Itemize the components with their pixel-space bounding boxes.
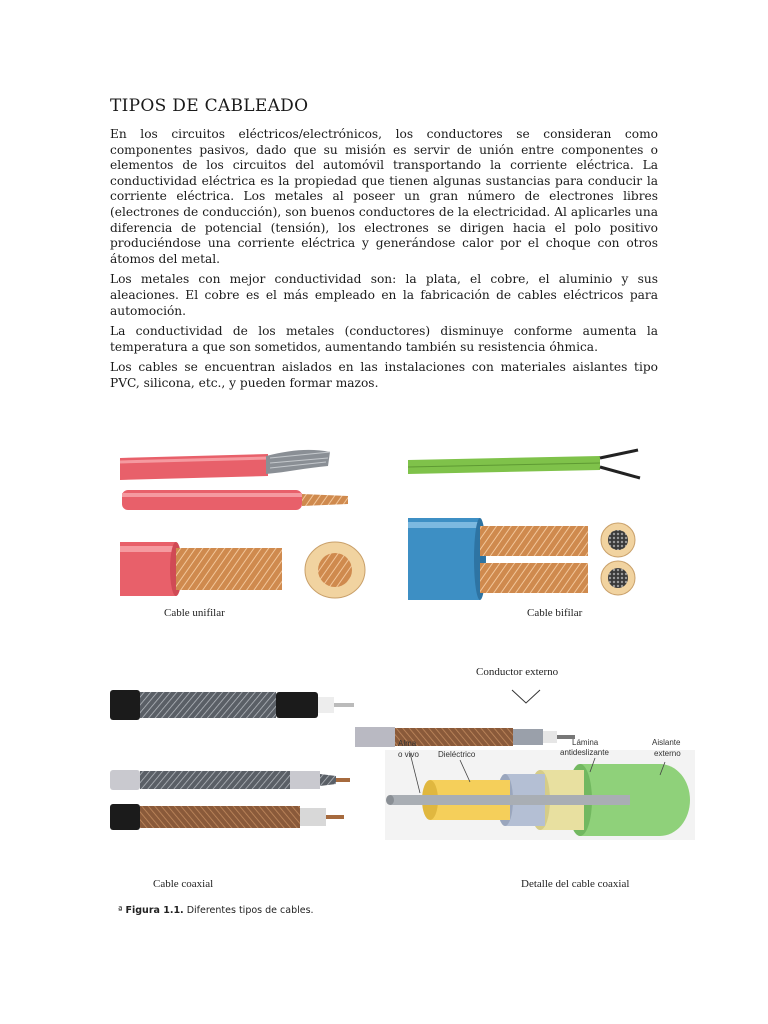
bifilar-thin-wire — [408, 450, 640, 478]
label-o-vivo: o vivo — [398, 750, 419, 759]
bifilar-thick-cable — [408, 518, 635, 600]
page-title: TIPOS DE CABLEADO — [110, 96, 309, 116]
caption-bifilar: Cable bifilar — [527, 607, 583, 619]
coaxial-copper-cable — [110, 804, 344, 830]
paragraph-4: Los cables se encuentran aislados en las instalaciones con materiales aislantes tipo PVC, silicona, etc., y pueden formar mazos. — [110, 360, 658, 390]
label-lamina: Lámina — [572, 738, 599, 747]
caption-detalle-coaxial: Detalle del cable coaxial — [521, 878, 630, 890]
unifilar-solid-wire — [122, 490, 348, 510]
unifilar-thick-cable — [120, 542, 365, 598]
label-dielectrico: Dieléctrico — [438, 750, 476, 759]
paragraph-3: La conductividad de los metales (conductores) disminuye conforme aumenta la temperatura a que son sometidos, aumentando también su resistencia óhmica. — [110, 324, 658, 354]
caption-unifilar: Cable unifilar — [164, 607, 225, 619]
figure-caption — [118, 905, 314, 916]
unifilar-stranded-wire — [120, 450, 330, 480]
label-alma: Alma — [398, 739, 417, 748]
figure-text: Diferentes tipos de cables. — [186, 905, 314, 916]
paragraph-1: En los circuitos eléctricos/electrónicos, los conductores se consideran como componentes pasivos, dado que su misión es servir de unión entre componentes o elementos de los circuitos del automóvil transportando la corriente eléctrica. La conductividad eléctrica es la propiedad que tienen algunas sustancias para conducir la corriente eléctrica. Los metales al poseer un gran número de electrones libres (electrones de conducción), son buenos conductores de la electricidad. Al aplicarles una diferencia de potencial (tensión), los electrones se dirigen hacia el polo positivo produciéndose una corriente eléctrica y generándose calor por el choque con otros átomos del metal. — [110, 127, 658, 266]
coaxial-grey-cable — [110, 770, 350, 790]
coaxial-black-cable — [110, 690, 354, 720]
caption-conductor-externo: Conductor externo — [476, 666, 559, 678]
label-antideslizante: antideslizante — [560, 748, 609, 757]
label-externo: externo — [654, 749, 681, 758]
caption-coaxial: Cable coaxial — [153, 878, 214, 890]
paragraph-2: Los metales con mejor conductividad son: la plata, el cobre, el aluminio y sus aleaciones. El cobre es el más empleado en la fabricación de cables eléctricos para automoción. — [110, 272, 658, 318]
figure-marker: ª — [118, 905, 123, 916]
label-aislante: Aislante — [652, 738, 681, 747]
figure-label: Figura 1.1. — [125, 905, 184, 916]
coaxial-detail-diagram — [355, 690, 695, 840]
